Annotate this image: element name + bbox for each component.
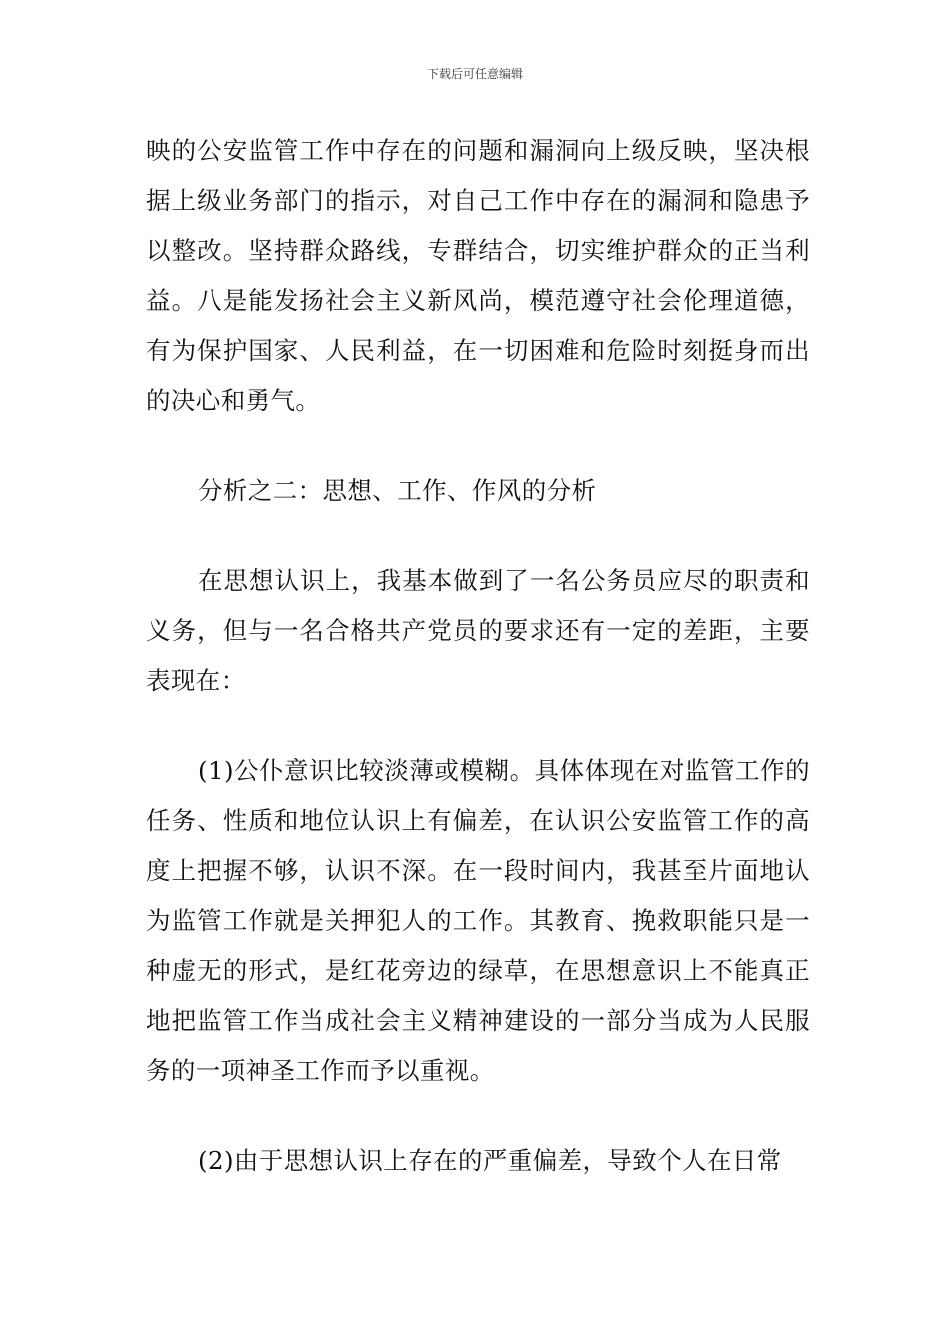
paragraph-item-1: (1)公仆意识比较淡薄或模糊。具体体现在对监管工作的任务、性质和地位认识上有偏差，在认识公安监管工作的高度上把握不够，认识不深。在一段时间内，我甚至片面地认为监管工作就是关押犯人的工作。其教育、挽救职能只是一种虚无的形式，是红花旁边的绿草，在思想意识上不能真正地把监管工作当成社会主义精神建设的一部分当成为人民服务的一项神圣工作而予以重视。 bbox=[146, 756, 810, 1085]
section-heading: 分析之二：思想、工作、作风的分析 bbox=[198, 476, 597, 505]
paragraph-gap bbox=[146, 1096, 810, 1136]
paragraph-continuation: 映的公安监管工作中存在的问题和漏洞向上级反映，坚决根据上级业务部门的指示，对自己工作中存在的漏洞和隐患予以整改。坚持群众路线，专群结合，切实维护群众的正当利益。八是能发扬社会主义新风尚，模范遵守社会伦理道德，有为保护国家、人民利益，在一切困难和危险时刻挺身而出的决心和勇气。 bbox=[146, 136, 810, 415]
paragraph-gap bbox=[146, 516, 810, 556]
paragraph-gap bbox=[146, 706, 810, 746]
paragraph-gap bbox=[146, 426, 810, 466]
document-body bbox=[146, 126, 810, 1186]
paragraph-item-2: (2)由于思想认识上存在的严重偏差，导致个人在日常 bbox=[198, 1146, 782, 1175]
paragraph-thinking: 在思想认识上，我基本做到了一名公务员应尽的职责和义务，但与一名合格共产党员的要求还有一定的差距，主要表现在： bbox=[146, 566, 810, 695]
page-header: 下载后可任意编辑 bbox=[426, 67, 523, 81]
